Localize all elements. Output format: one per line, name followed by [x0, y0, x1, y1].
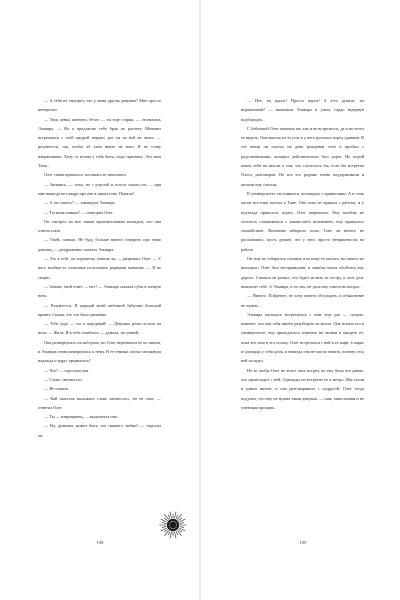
ornament-dot: [174, 528, 175, 529]
paragraph: С бабушкой Олег, конечно же, так и не встретился, да и не хотел ее видеть. Она вышла из-за угла и у него ругалась перед зданием. В тот вечер он поехал на день рождения тети и пробыл с родственниками, которых действительно был дорог. Но порой конец тебя на мысли о том, что случилось бы, если бы встретил Олега, разговоров. Но все его родные очень поддерживали и желали ему счастья.: [241, 125, 364, 187]
ornament-dot: [175, 522, 176, 523]
ornament-ray: [162, 527, 166, 528]
ornament-dot: [171, 521, 172, 522]
paragraph: — Не поняла.: [44, 386, 70, 392]
ornament-ray: [161, 519, 167, 522]
paragraph: Олег снова пришлось заставить ее замолчать.: [44, 172, 127, 178]
ornament-ray: [161, 528, 167, 531]
ornament-ray: [179, 518, 182, 520]
paragraph: — Заткнись, — тихо, но с угрозой в голосе сказал он, — при мне никогда не говори про нее в таком тоне. Поняла?: [38, 181, 161, 196]
paragraph: Он смотрел на нее таким пронзительным взглядом, что она отвела глаза.: [38, 218, 161, 234]
paragraph: — Нет, ты идиот! Просто идиот! А я-то думала, ты нормальный! — выпалила Эльвира и ушла, гордо вздернув подбородок.: [241, 98, 364, 122]
paragraph: — Твоя девка, конечно, бесит — ты еще старик, — отозвалась Эльвира. — Но я предлагаю тебе брак по расчету. Мешают встречаться с этой щедрой тварью, раз ты на ней не запал, — разумеется, так, чтобы об этом никто не знал. Я не стану напрашивать. Хочу со всеми у тебя быть, надо признать. Эта твоя Таня…: [38, 116, 161, 169]
ornament-ray: [170, 512, 171, 518]
ornament-ray: [175, 532, 176, 538]
ornament-dot: [174, 521, 175, 522]
ornament-ray: [164, 518, 167, 520]
ornament-dot: [170, 522, 171, 523]
paragraph: Эльвира пыталась встретиться с ним еще раз — поздно, конечно, что она себя ничем разубедить не могла. Она искала его в университете, ему приходилось отвечать на звонки и увидеть ее, пока все шло в его пользу. Олег встречался с ней в ее кафе, в парке и однажды у себя дома, и никогда она не могла понять, почему он к ней охладел.: [241, 311, 364, 364]
paragraph: — Разумеется. Я передай моей любимой бабушке большой привет. Скажи, что это было решение.: [38, 302, 161, 317]
ornament-dot: [169, 524, 170, 525]
paragraph: — Кай пытался выложить слово «вечность», но не смог, — ответил Олег.: [38, 395, 161, 410]
ornament-ray: [168, 531, 170, 534]
starburst-ornament-icon: [158, 510, 188, 540]
paragraph: — Слово «вечность».: [44, 376, 83, 382]
paragraph: — Ты — извращенец, — выдохнула она.: [44, 414, 118, 420]
paragraph: — Тебе худо — ты и передавай! — Девушка резко встала на ноги. — Жаль. Я в тебе ошиблась — думала, ты умный.: [38, 321, 161, 336]
ornament-dot: [176, 524, 177, 525]
right-page: [201, 0, 400, 600]
paragraph: — Это я тебе, по-хорошему, знаешь ли, — разрешил Олег. — У него вообще-то отличные получались родными монахам. — Я не спорю.: [38, 256, 161, 280]
ornament-ray: [176, 515, 178, 518]
ornament-ray: [170, 532, 171, 538]
paragraph: Она развернулась на каблуках, но Олег перехватил ее по имени, и Эльвира снова повернулась к нему. В ее темных глазах мелькнула надежда и вдруг прорвалась?: [38, 339, 161, 364]
paragraph: Не то чтобы Олег не хотел этих встреч, но ему было все равно, что происходит с ней. Однажды он встретил ее в метро. Мы ехали в одном вагоне, и она разговаривала с подругой. Олег тогда подумал, что ему не нужна такая девушка — злая, завистливая и не умеющая прощать.: [241, 367, 364, 410]
paragraph: — А что такого? — хмыкнула Эльвира.: [44, 200, 116, 206]
ornament-ray: [168, 515, 170, 518]
ornament-dot: [175, 527, 176, 528]
ornament-ray: [176, 531, 178, 534]
ornament-dot: [171, 528, 172, 529]
paragraph: — А тебя не смущает, что у меня другая девушка? Мне просто интересно.: [38, 98, 161, 113]
paragraph: — Окей, поняла. Не буду больше ничего говорить про твою девочку, — раздраженно сказала Эльвира.: [38, 237, 161, 252]
ornament-ray: [162, 523, 166, 524]
ornament-ray: [180, 527, 184, 528]
paragraph: — Ничего. Пойдемте, не хочу ничего обсуждать, и объяснение не нужно…: [241, 293, 364, 308]
paragraph: — Ну, душечка, может быть, это спящего любви? — спросил он.: [38, 423, 161, 438]
ornament-ray: [164, 529, 167, 531]
ornament-ray: [180, 523, 184, 524]
paragraph: В университете он появился, поговорил с приятелями. А в семь часов все-таки поехал к Тане. Она пока не пришла с работы, и у подъезда пришлось ждать. Олег нервничал. Ему вообще не хотелось сталкиваться с каким-либо волнением, ему нравилось спокойствие. Волнение забирало силы. Тане он ничего не рассказывал, пусть думает, что у него просто неприятности на работе.: [241, 190, 364, 252]
paragraph: — Значит, твой ответ — нет? — Эльвира сказала губы в тонкую нить.: [38, 283, 161, 299]
ornament-dot: [170, 527, 171, 528]
left-page-text: [38, 96, 161, 440]
paragraph: — Что? — спросила она.: [44, 367, 90, 373]
ornament-ray: [175, 512, 176, 518]
page-number-right: 159: [299, 540, 307, 545]
paragraph: — Ты меня поняла? — повторил Олег.: [44, 209, 114, 215]
ornament-ray: [179, 519, 185, 522]
page-number-left: 158: [96, 540, 104, 545]
paragraph: Он еще не собирался спешить или кому-то мстить, но ничего не выходило. Олег был несправедлив, и ошибка могла обойтись ему дорого. Сначала он решил, что будет мстить за сестру, и этот долг выплатит себе. А Эльвира, в гостях, не дала ему ответа на вопрос.: [241, 256, 364, 289]
ornament-ray: [179, 529, 182, 531]
right-page-text: [241, 96, 364, 412]
ornament-ray: [179, 528, 185, 531]
